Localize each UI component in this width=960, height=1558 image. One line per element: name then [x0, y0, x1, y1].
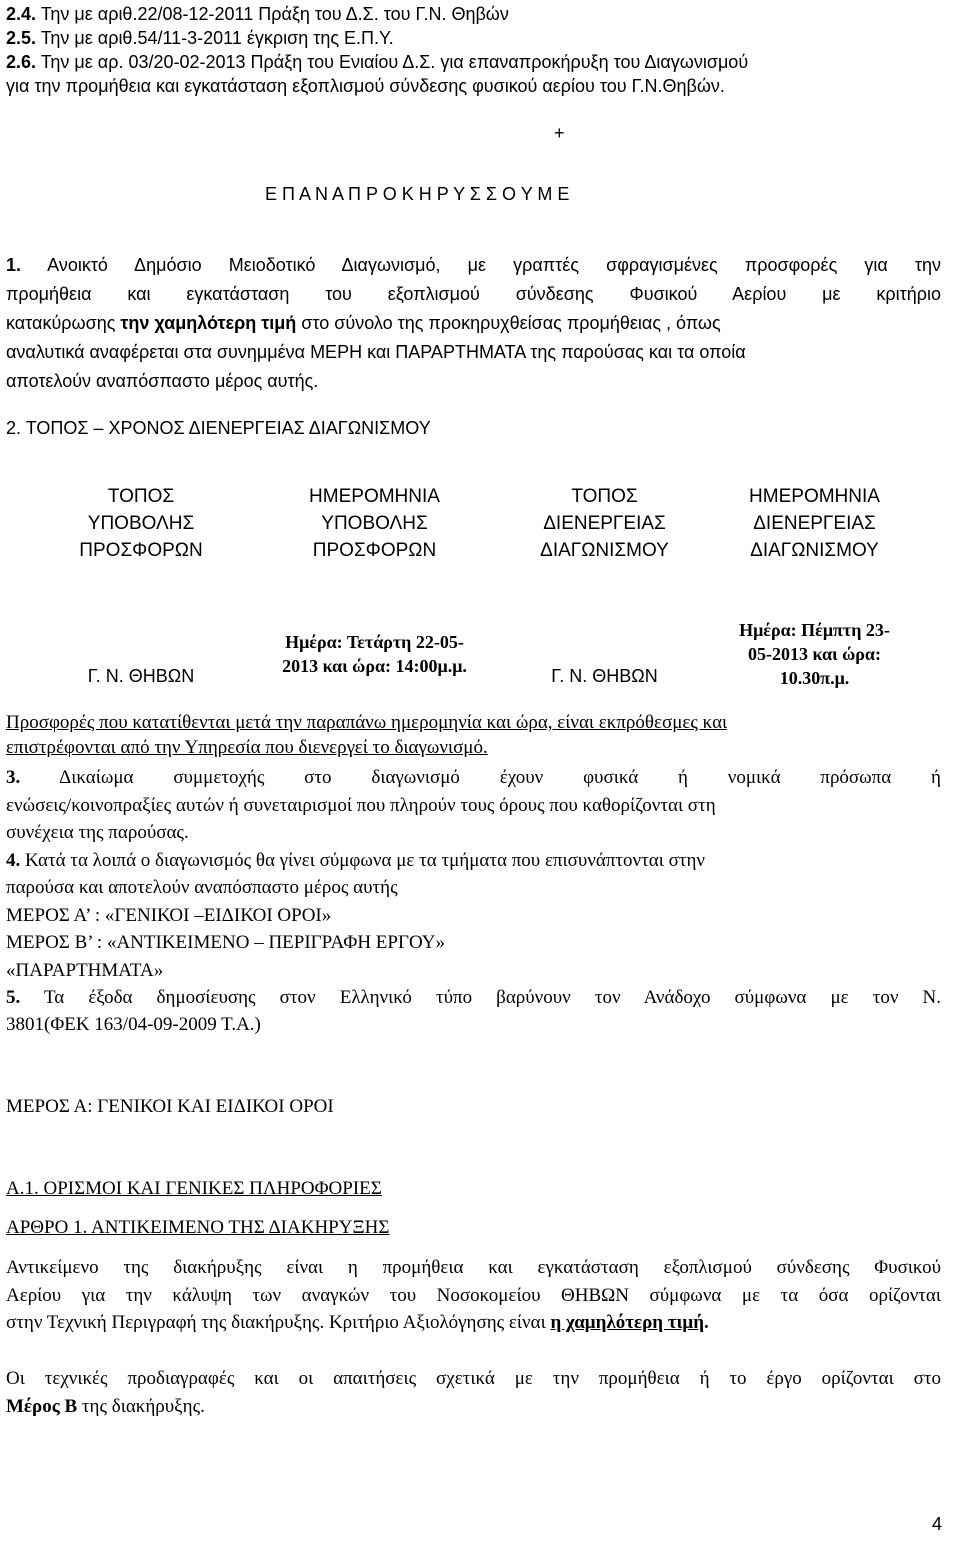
cell-text: Ημέρα: Τετάρτη 22-05- [285, 632, 464, 652]
section-number: 4. [6, 850, 21, 871]
header-cell-submission-date [248, 466, 501, 580]
section1-line2: προμήθεια και εγκατάσταση του εξοπλισμού σύνδεσης Φυσικού Αερίου με κριτήριο [6, 284, 941, 304]
article1-line3 [6, 1312, 709, 1334]
section1-text: στο σύνολο της προκηρυχθείσας προμήθειας , όπως [296, 313, 721, 333]
cell-tender-place [501, 580, 708, 728]
item-text: Την με αρ. 03/20-02-2013 Πράξη του Ενιαίου Δ.Σ. για επαναπροκήρυξη του Διαγωνισμού [36, 52, 749, 72]
header-line-2-4 [6, 4, 509, 25]
part-a-reference: ΜΕΡΟΣ Α’ : «ΓΕΝΙΚΟΙ –ΕΙΔΙΚΟΙ ΟΡΟΙ» [6, 905, 332, 926]
header-cell-tender-date [708, 466, 921, 580]
header-text: ΔΙΑΓΩΝΙΣΜΟΥ [540, 539, 669, 561]
cell-text: Γ. Ν. ΘΗΒΩΝ [87, 665, 195, 686]
late-notice-line1: Προσφορές που κατατίθενται μετά την παραπάνω ημερομηνία και ώρα, είναι εκπρόθεσμες και [6, 712, 728, 733]
late-notice-line2: επιστρέφονται από την Υπηρεσία που διενεργεί το διαγωνισμό. [6, 737, 488, 758]
section4-line1 [6, 850, 705, 872]
section4-text: Κατά τα λοιπά ο διαγωνισμός θα γίνει σύμφωνα με τα τμήματα που επισυνάπτονται στην [20, 850, 705, 871]
cell-tender-date [708, 580, 921, 728]
item-number: 2.6. [6, 52, 37, 72]
item-number: 2.4. [6, 4, 37, 24]
header-line-2-6-cont: για την προμήθεια και εγκατάσταση εξοπλισμού σύνδεσης φυσικού αερίου του Γ.Ν.Θηβών. [6, 76, 725, 96]
header-text: ΗΜΕΡΟΜΗΝΙΑ [749, 485, 880, 507]
section-number: 3. [6, 767, 21, 788]
header-text: ΔΙΕΝΕΡΓΕΙΑΣ [753, 512, 876, 534]
schedule-table [34, 466, 921, 728]
cell-text: 05-2013 και ώρα: [748, 644, 881, 664]
article1-line2: Αερίου για την κάλυψη των αναγκών του Νοσοκομείου ΘΗΒΩΝ σύμφωνα με τα όσα ορίζονται [6, 1285, 941, 1306]
section1-line5: αποτελούν αναπόσπαστο μέρος αυτής. [6, 371, 319, 391]
cell-text: 2013 και ώρα: 14:00μ.μ. [282, 656, 467, 676]
section1-line3 [6, 313, 941, 334]
header-cell-tender-place [501, 466, 708, 580]
section2-heading: 2. ΤΟΠΟΣ – ΧΡΟΝΟΣ ΔΙΕΝΕΡΓΕΙΑΣ ΔΙΑΓΩΝΙΣΜΟΥ [6, 418, 431, 438]
table-header-row [34, 466, 921, 580]
section4-line2: παρούσα και αποτελούν αναπόσπαστο μέρος αυτής [6, 877, 398, 898]
cell-submission-date [248, 580, 501, 728]
header-text: ΠΡΟΣΦΟΡΩΝ [79, 539, 203, 561]
section5-line1 [6, 987, 941, 1009]
section1-line4: αναλυτικά αναφέρεται στα συνημμένα ΜΕΡΗ και ΠΑΡΑΡΤΗΜΑΤΑ της παρούσας και τα οποία [6, 342, 746, 362]
lowest-price-emphasis: η χαμηλότερη τιμή [550, 1312, 704, 1333]
section-number: 1. [6, 255, 22, 275]
item-text: Την με αριθ.54/11-3-2011 έγκριση της Ε.Π.Υ. [36, 28, 394, 48]
article1-heading: ΑΡΘΡΟ 1. ΑΝΤΙΚΕΙΜΕΝΟ ΤΗΣ ΔΙΑΚΗΡΥΞΗΣ [6, 1217, 390, 1238]
section5-line2: 3801(ΦΕΚ 163/04-09-2009 Τ.Α.) [6, 1014, 261, 1035]
header-text: ΤΟΠΟΣ [571, 485, 638, 507]
header-text: ΔΙΕΝΕΡΓΕΙΑΣ [543, 512, 666, 534]
cell-submission-place [34, 580, 248, 728]
item-number: 2.5. [6, 28, 37, 48]
section3-line3: συνέχεια της παρούσας. [6, 822, 189, 843]
cell-text: Ημέρα: Πέμπτη 23- [739, 620, 890, 640]
header-text: ΥΠΟΒΟΛΗΣ [321, 512, 428, 534]
lowest-price-emphasis: την χαμηλότερη τιμή [120, 313, 297, 333]
article1-line1: Αντικείμενο της διακήρυξης είναι η προμήθεια και εγκατάσταση εξοπλισμού σύνδεσης Φυσικού [6, 1257, 941, 1278]
header-cell-submission-place [34, 466, 248, 580]
part-a-heading: ΜΕΡΟΣ Α: ΓΕΝΙΚΟΙ ΚΑΙ ΕΙΔΙΚΟΙ ΟΡΟΙ [6, 1096, 334, 1117]
section3-text: Δικαίωμα συμμετοχής στο διαγωνισμό έχουν φυσικά ή νομικά πρόσωπα ή [20, 767, 941, 788]
section-number: 5. [6, 987, 21, 1008]
cell-text: 10.30π.μ. [779, 668, 850, 688]
header-text: ΤΟΠΟΣ [107, 485, 175, 507]
part-b-reference: ΜΕΡΟΣ Β’ : «ΑΝΤΙΚΕΙΜΕΝΟ – ΠΕΡΙΓΡΑΦΗ ΕΡΓΟΥ» [6, 932, 445, 953]
section1-line1 [6, 255, 941, 276]
header-text: ΗΜΕΡΟΜΗΝΙΑ [309, 485, 440, 507]
header-text: ΔΙΑΓΩΝΙΣΜΟΥ [750, 539, 879, 561]
article1-line4: Οι τεχνικές προδιαγραφές και οι απαιτήσεις σχετικά με την προμήθεια ή το έργο ορίζονται στο [6, 1368, 941, 1389]
section1-text: κατακύρωσης [6, 313, 121, 333]
table-row [34, 580, 921, 728]
article1-text: στην Τεχνική Περιγραφή της διακήρυξης. Κριτήριο Αξιολόγησης είναι [6, 1312, 551, 1333]
page-number: 4 [932, 1514, 943, 1534]
section3-line1 [6, 767, 941, 789]
announce-heading: Ε Π Α Ν Α Π Ρ Ο Κ Η Ρ Υ Σ Σ Ο Υ Μ Ε [265, 184, 570, 204]
annexes-reference: «ΠΑΡΑΡΤΗΜΑΤΑ» [6, 960, 164, 981]
header-text: ΥΠΟΒΟΛΗΣ [87, 512, 195, 534]
article1-text: της διακήρυξης. [77, 1396, 205, 1417]
part-b-emphasis: Μέρος Β [6, 1396, 78, 1417]
cell-text: Γ. Ν. ΘΗΒΩΝ [551, 665, 658, 686]
a1-heading: Α.1. ΟΡΙΣΜΟΙ ΚΑΙ ΓΕΝΙΚΕΣ ΠΛΗΡΟΦΟΡΙΕΣ [6, 1178, 382, 1199]
header-line-2-6 [6, 52, 748, 73]
item-text: Την με αριθ.22/08-12-2011 Πράξη του Δ.Σ. του Γ.Ν. Θηβών [36, 4, 509, 24]
article1-line5 [6, 1396, 205, 1418]
header-text: ΠΡΟΣΦΟΡΩΝ [312, 539, 437, 561]
header-line-2-5 [6, 28, 394, 49]
section3-line2: ενώσεις/κοινοπραξίες αυτών ή συνεταιρισμοί που πληρούν τους όρους που καθορίζονται στη [6, 795, 716, 816]
section1-text: Ανοικτό Δημόσιο Μειοδοτικό Διαγωνισμό, με γραπτές σφραγισμένες προσφορές για την [21, 255, 941, 275]
article1-text: . [704, 1312, 709, 1333]
section5-text: Τα έξοδα δημοσίευσης στον Ελληνικό τύπο βαρύνουν τον Ανάδοχο σύμφωνα με τον Ν. [20, 987, 941, 1008]
plus-sign: + [554, 123, 565, 143]
